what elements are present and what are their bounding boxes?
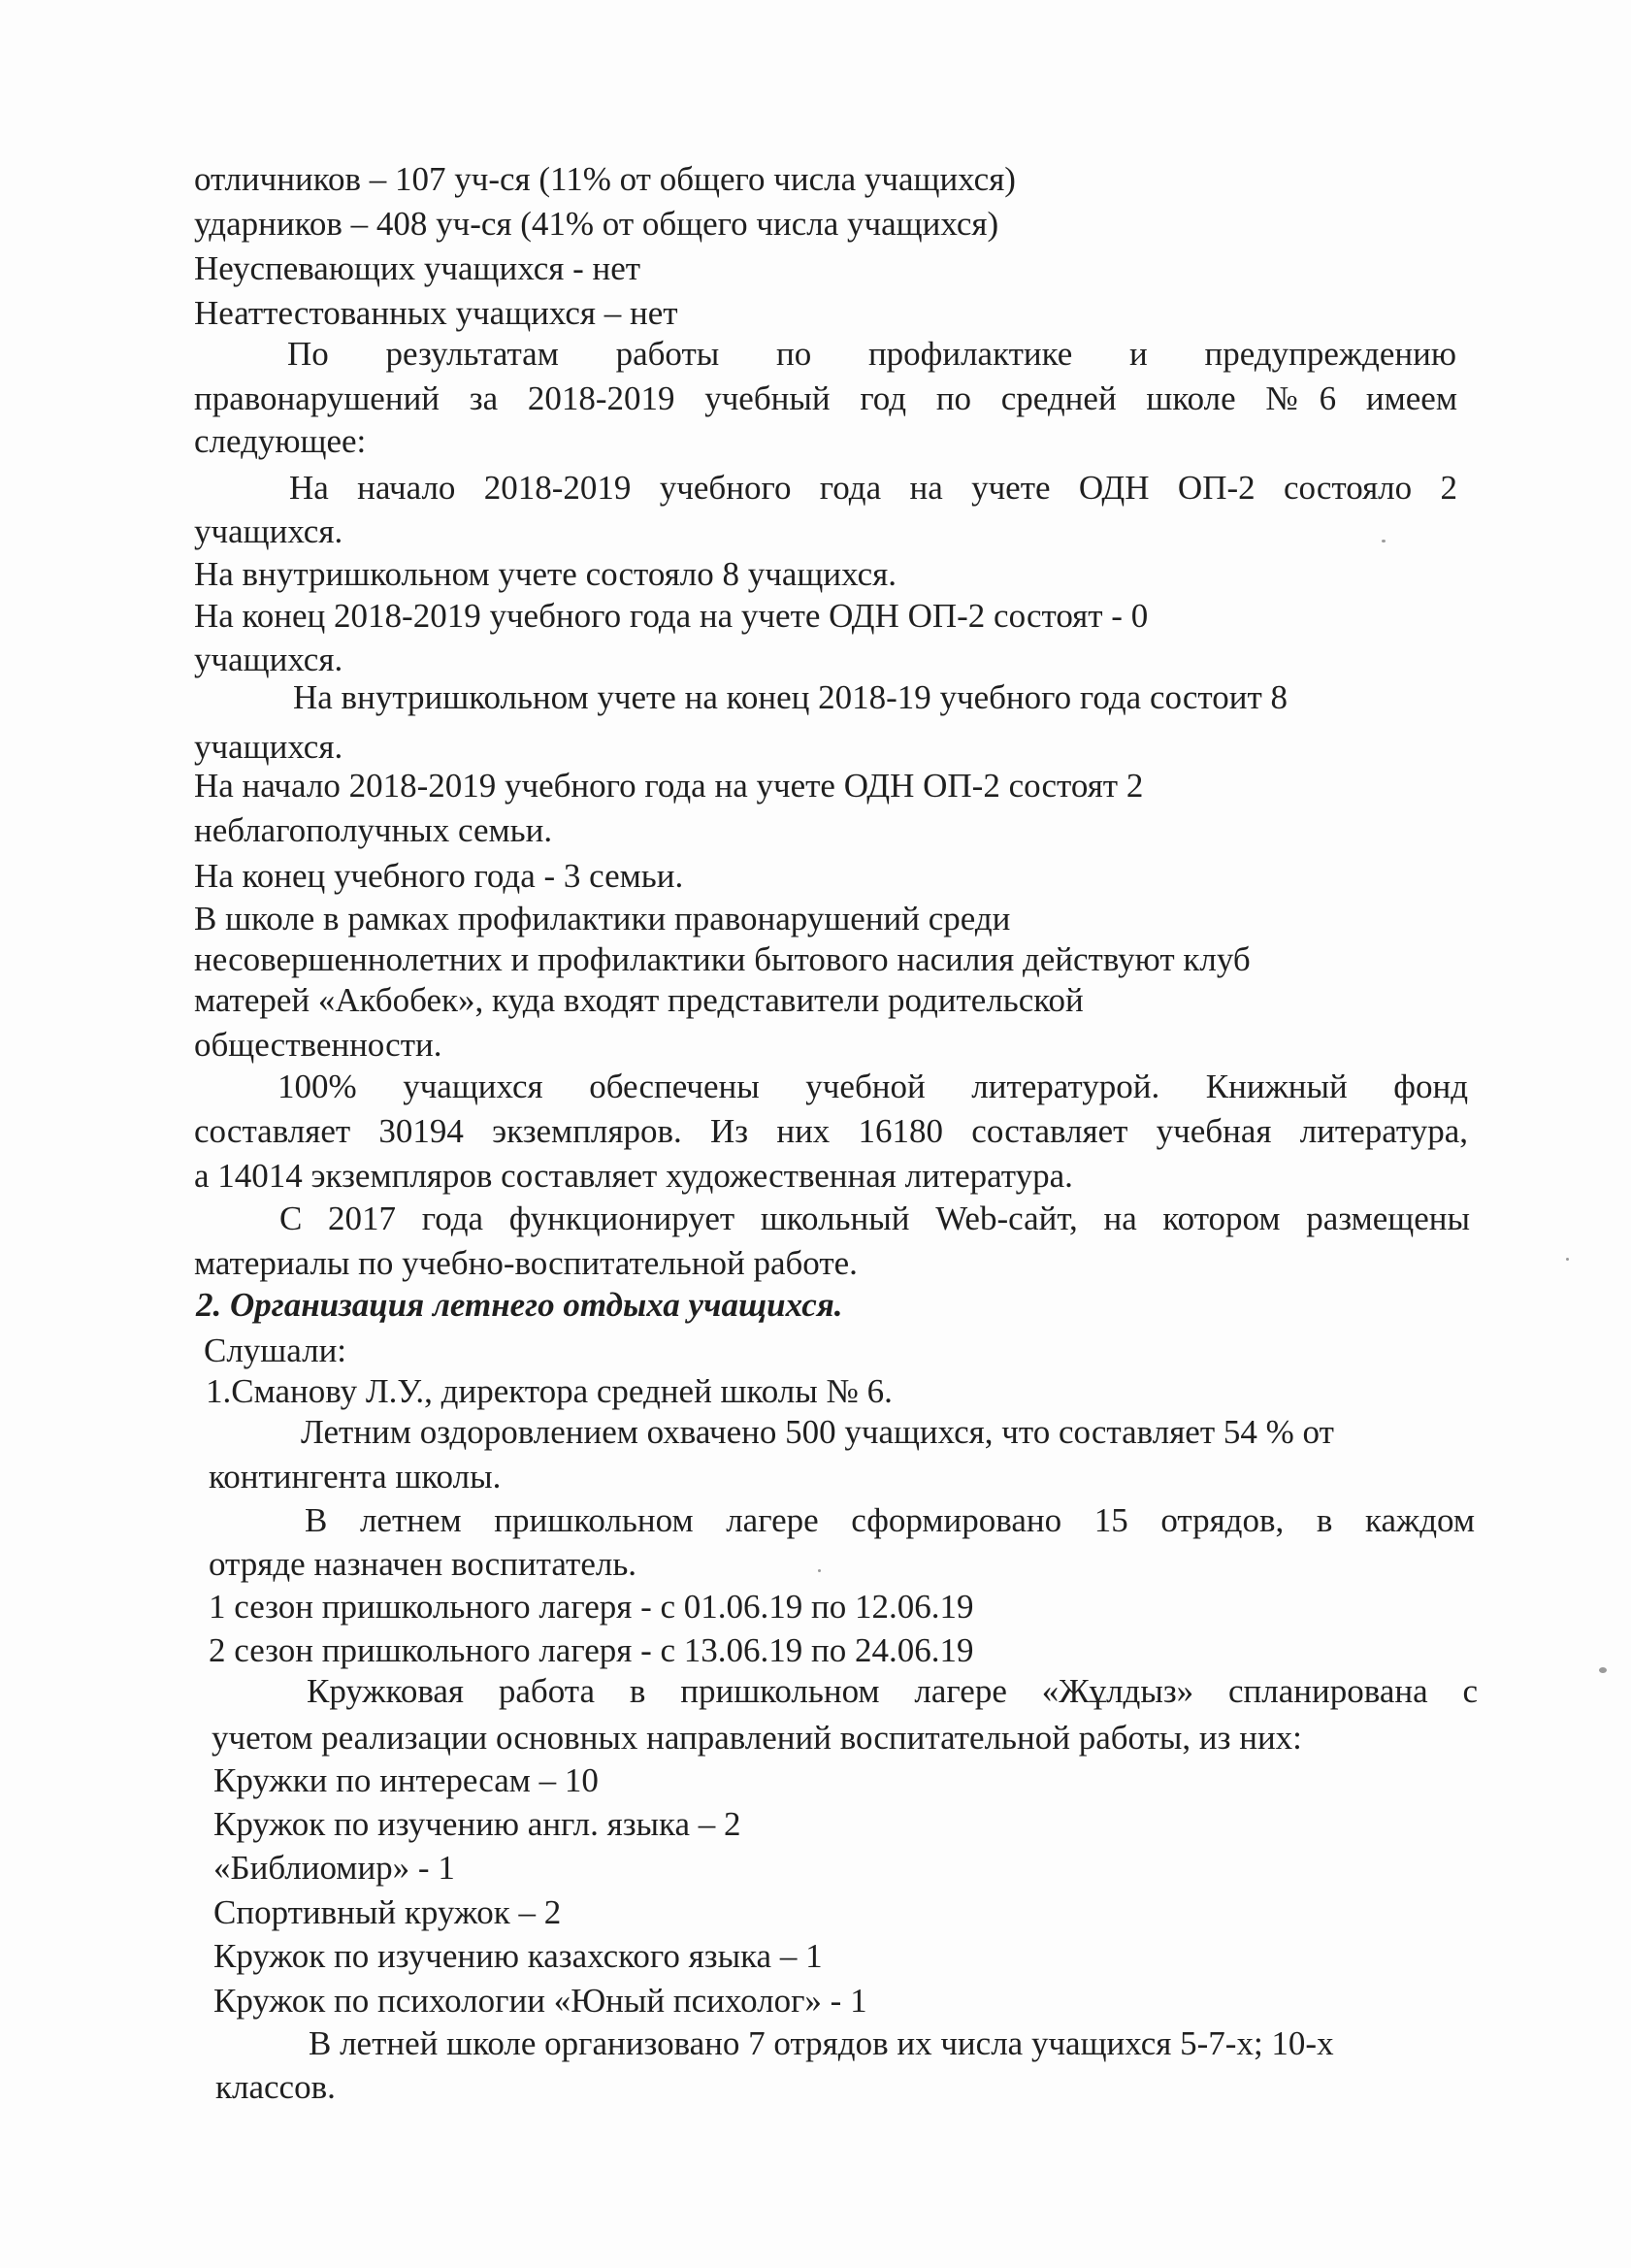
text-line: 1.Сманову Л.У., директора средней школы № 6. <box>206 1372 893 1410</box>
scan-speck <box>1382 540 1386 542</box>
text-line: Кружок по изучению казахского языка – 1 <box>213 1937 823 1975</box>
text-line: Кружок по психологии «Юный психолог» - 1 <box>213 1982 867 2020</box>
text-line: несовершеннолетних и профилактики бытового насилия действуют клуб <box>194 940 1251 978</box>
text-line: На конец 2018-2019 учебного года на учете ОДН ОП-2 состоят - 0 <box>194 597 1149 635</box>
text-line: По результатам работы по профилактике и предупреждению <box>287 335 1456 373</box>
text-line: а 14014 экземпляров составляет художественная литература. <box>194 1157 1073 1195</box>
text-line: Неаттестованных учащихся – нет <box>194 294 678 332</box>
text-line: общественности. <box>194 1026 442 1064</box>
text-line: С 2017 года функционирует школьный Web-сайт, на котором размещены <box>279 1200 1470 1237</box>
text-line: учащихся. <box>194 641 343 678</box>
text-line: классов. <box>215 2068 336 2106</box>
text-line: В школе в рамках профилактики правонарушений среди <box>194 900 1011 937</box>
text-line: неблагополучных семьи. <box>194 811 553 849</box>
text-line: материалы по учебно-воспитательной работе. <box>194 1244 858 1282</box>
text-line: Слушали: <box>204 1331 347 1369</box>
section-heading: 2. Организация летнего отдыха учащихся. <box>196 1286 843 1324</box>
text-line: Кружки по интересам – 10 <box>213 1761 599 1799</box>
text-line: На начало 2018-2019 учебного года на учете ОДН ОП-2 состояло 2 <box>289 469 1457 507</box>
text-line: Кружок по изучению англ. языка – 2 <box>213 1805 741 1843</box>
text-line: составляет 30194 экземпляров. Из них 16180 составляет учебная литература, <box>194 1112 1468 1150</box>
scan-speck <box>818 1569 821 1572</box>
text-line: ударников – 408 уч-ся (41% от общего числа учащихся) <box>194 205 999 243</box>
text-line: Кружковая работа в пришкольном лагере «Жұлдыз» спланирована с <box>307 1672 1478 1710</box>
text-line: контингента школы. <box>209 1458 502 1496</box>
text-line: На начало 2018-2019 учебного года на учете ОДН ОП-2 состоят 2 <box>194 767 1144 805</box>
text-line: 100% учащихся обеспечены учебной литературой. Книжный фонд <box>277 1068 1468 1105</box>
text-line: учащихся. <box>194 728 343 766</box>
text-line: Спортивный кружок – 2 <box>213 1893 562 1931</box>
text-line: 2 сезон пришкольного лагеря - с 13.06.19 по 24.06.19 <box>209 1631 974 1669</box>
text-line: отличников – 107 уч-ся (11% от общего числа учащихся) <box>194 160 1016 198</box>
text-line: В летней школе организовано 7 отрядов их числа учащихся 5-7-х; 10-х <box>309 2024 1334 2062</box>
text-line: матерей «Акбобек», куда входят представители родительской <box>194 981 1084 1019</box>
text-line: следующее: <box>194 422 367 460</box>
scan-speck <box>1599 1667 1607 1673</box>
text-line: Неуспевающих учащихся - нет <box>194 249 641 287</box>
text-line: учетом реализации основных направлений воспитательной работы, из них: <box>212 1719 1302 1757</box>
text-line: «Библиомир» - 1 <box>213 1849 455 1887</box>
text-line: правонарушений за 2018-2019 учебный год по средней школе №6 имеем <box>194 379 1457 417</box>
text-line: В летнем пришкольном лагере сформировано 15 отрядов, в каждом <box>305 1501 1475 1539</box>
text-line: На внутришкольном учете на конец 2018-19 учебного года состоит 8 <box>293 678 1288 716</box>
text-line: учащихся. <box>194 512 343 550</box>
text-line: отряде назначен воспитатель. <box>209 1545 637 1583</box>
text-line: 1 сезон пришкольного лагеря - с 01.06.19 по 12.06.19 <box>209 1588 974 1626</box>
text-line: На конец учебного года - 3 семьи. <box>194 857 684 895</box>
text-line: Летним оздоровлением охвачено 500 учащихся, что составляет 54 % от <box>301 1413 1334 1451</box>
scan-speck <box>1566 1258 1569 1261</box>
text-line: На внутришкольном учете состояло 8 учащихся. <box>194 555 897 593</box>
